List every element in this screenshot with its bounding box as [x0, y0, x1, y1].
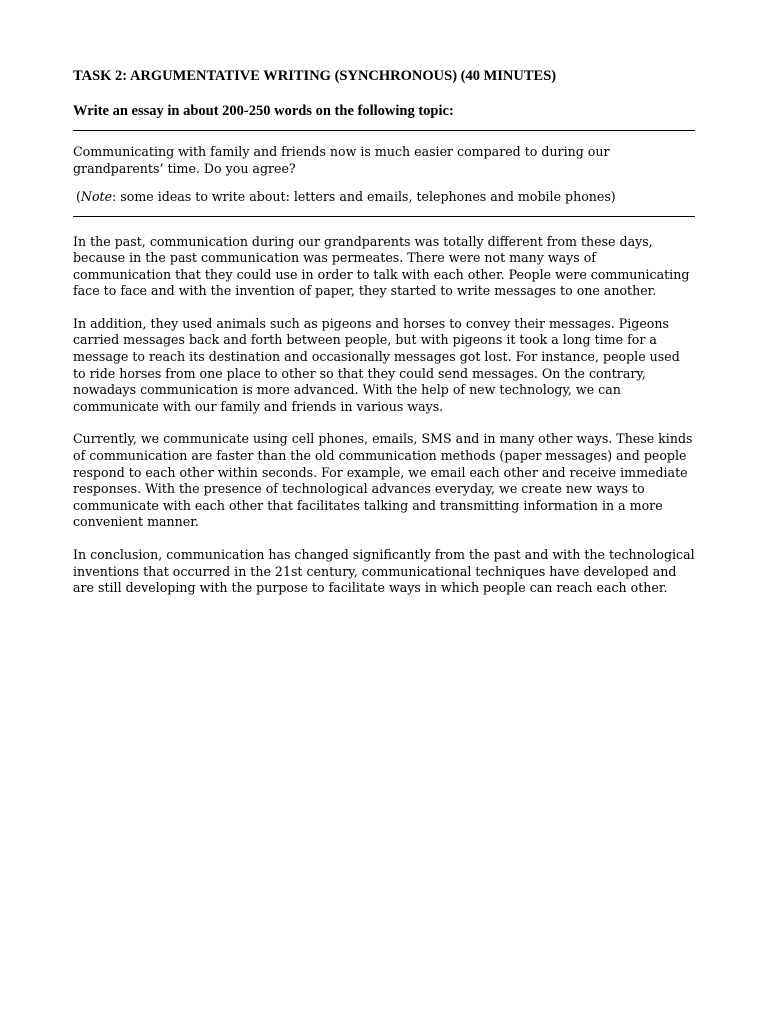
essay-paragraph-2: In addition, they used animals such as pigeons and horses to convey their messages. Pigeons carried messages back and forth between people, but with pigeons it took a long time for a message to reach its destination and occasionally messages got lost. For instance, people used to ride horses from one place to other so that they could send messages. On the contrary, nowadays communication is more advanced. With the help of new technology, we can communicate with our family and friends in various ways. [73, 315, 680, 414]
task-title: TASK 2: ARGUMENTATIVE WRITING (SYNCHRONOUS) (40 MINUTES) [73, 68, 557, 84]
essay-body [73, 234, 695, 597]
essay-paragraph-1: In the past, communication during our grandparents was totally different from these days, because in the past communication was permeates. There were not many ways of communication that they could use in order to talk with each other. People were communicating face to face and with the invention of paper, they started to write messages to one another. [73, 233, 690, 299]
essay-paragraph-3: Currently, we communicate using cell phones, emails, SMS and in many other ways. These kinds of communication are faster than the old communication methods (paper messages) and people respond to each other within seconds. For example, we email each other and receive immediate responses. With the presence of technological advances everyday, we create new ways to communicate with each other that facilitates talking and transmitting information in a more convenient manner. [73, 431, 693, 530]
bottom-divider [73, 216, 695, 217]
top-divider [73, 130, 695, 131]
note-label: Note [80, 189, 113, 204]
note-open-paren: ( [76, 189, 81, 204]
document-page [73, 66, 695, 613]
prompt-note [76, 189, 695, 206]
essay-paragraph-4: In conclusion, communication has changed significantly from the past and with the technological inventions that occurred in the 21st century, communicational techniques have developed and are still developing with the purpose to facilitate ways in which people can reach each other. [73, 547, 695, 596]
task-instruction: Write an essay in about 200-250 words on the following topic: [73, 103, 454, 119]
note-text: : some ideas to write about: letters and emails, telephones and mobile phones) [112, 189, 616, 204]
essay-prompt: Communicating with family and friends now is much easier compared to during our grandparents’ time. Do you agree? [73, 144, 610, 176]
